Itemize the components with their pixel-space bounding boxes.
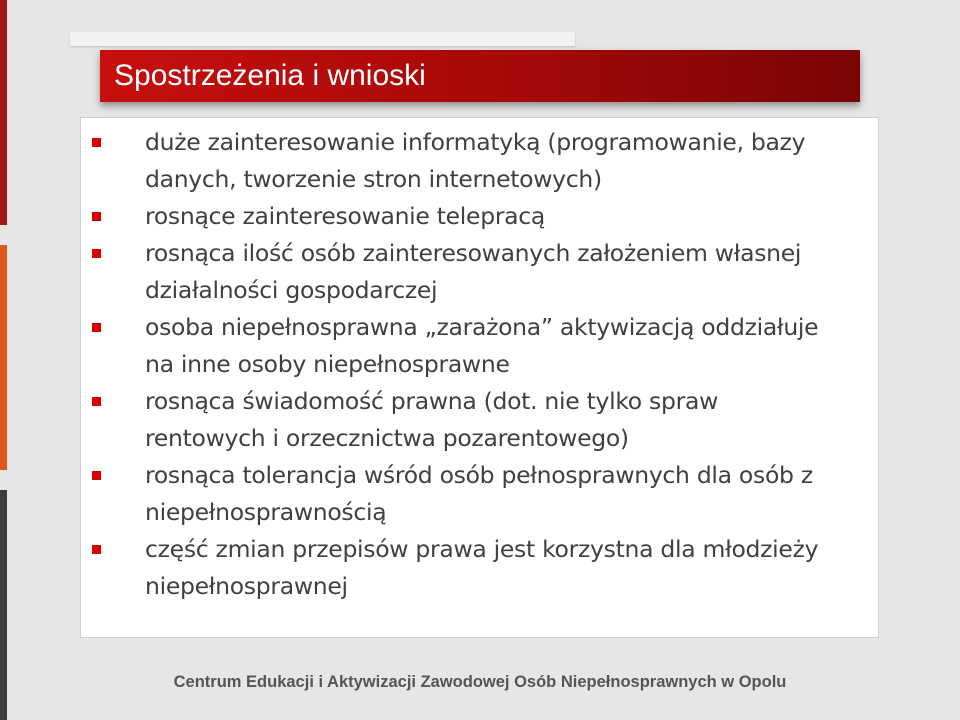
bullet-text: rosnąca świadomość prawna (dot. nie tylko spraw rentowych i orzecznictwa pozarentowego) [145,387,718,452]
bullet-text: duże zainteresowanie informatyką (programowanie, bazy danych, tworzenie stron internetowych) [145,128,806,193]
bullet-text: rosnące zainteresowanie telepracą [145,202,545,230]
bullet-item [81,124,878,198]
bullet-item [81,531,878,605]
square-bullet-icon [92,323,101,332]
square-bullet-icon [92,545,101,554]
bullet-text: rosnąca tolerancja wśród osób pełnosprawnych dla osób z niepełnosprawnością [145,461,813,526]
slide-title: Spostrzeżenia i wnioski [114,59,426,92]
bullet-text: rosnąca ilość osób zainteresowanych założeniem własnej działalności gospodarczej [145,239,802,304]
square-bullet-icon [92,138,101,147]
bullet-text: osoba niepełnosprawna „zarażona” aktywizacją oddziałuje na inne osoby niepełnosprawne [145,313,819,378]
slide-title-bar [100,50,860,102]
bullet-item [81,235,878,309]
decorative-top-strip [70,32,575,46]
left-accent-bar-orange [0,245,7,470]
bullet-list [81,124,878,605]
square-bullet-icon [92,397,101,406]
bullet-text: część zmian przepisów prawa jest korzystna dla młodzieży niepełnosprawnej [145,535,819,600]
bullet-item [81,457,878,531]
bullet-item [81,309,878,383]
square-bullet-icon [92,471,101,480]
bullet-item [81,198,878,235]
left-accent-bar-red [0,0,7,225]
bullet-item [81,383,878,457]
square-bullet-icon [92,249,101,258]
square-bullet-icon [92,212,101,221]
content-panel [80,117,879,638]
slide-footer: Centrum Edukacji i Aktywizacji Zawodowej Osób Niepełnosprawnych w Opolu [173,673,787,691]
